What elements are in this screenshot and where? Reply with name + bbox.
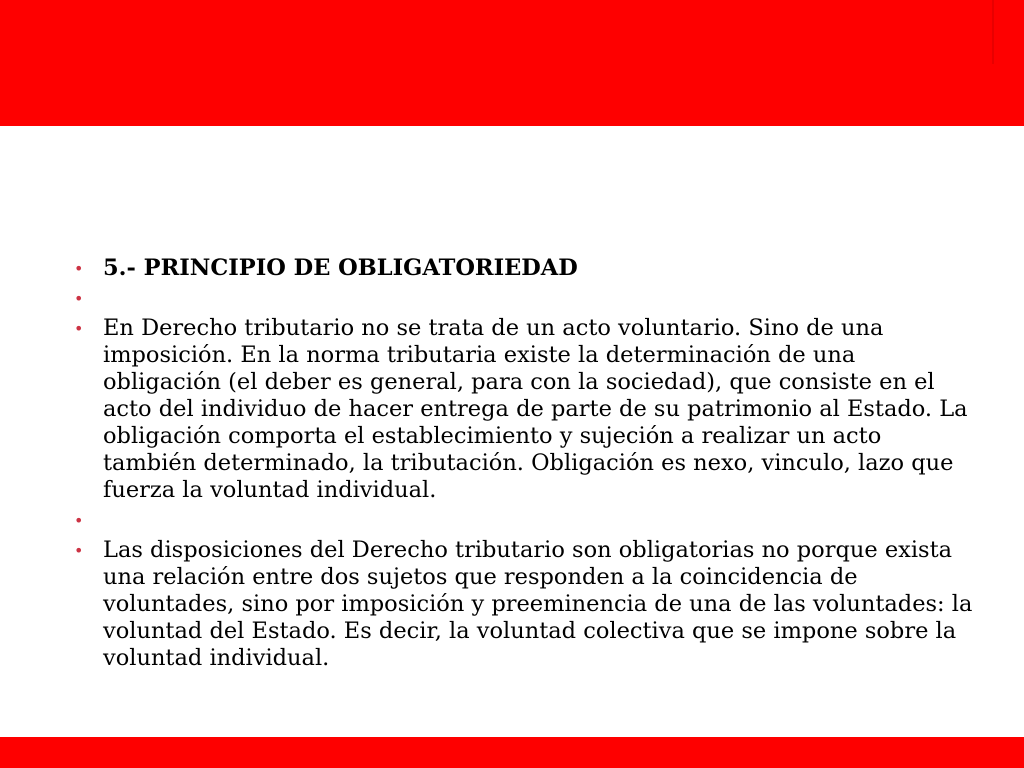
bullet-dot-icon: • — [74, 541, 84, 560]
bullet-item-heading — [74, 255, 974, 282]
bottom-red-band — [0, 737, 1024, 768]
bullet-dot-icon: • — [74, 511, 84, 530]
bullet-item-empty — [74, 507, 974, 534]
top-red-band — [0, 0, 1024, 126]
top-band-divider-line — [992, 0, 994, 64]
bullet-dot-icon: • — [74, 259, 84, 278]
bullet-dot-icon: • — [74, 289, 84, 308]
bullet-text: Las disposiciones del Derecho tributario son obligatorias no porque exista una relación entre dos sujetos que responden a la coincidencia de voluntades, sino por imposición y preeminencia de una de las voluntades: la voluntad del Estado. Es decir, la voluntad colectiva que se impone sobre la voluntad individual. — [103, 537, 973, 671]
bullet-text: En Derecho tributario no se trata de un acto voluntario. Sino de una imposición. En la norma tributaria existe la determinación de una obligación (el deber es general, para con la sociedad), que consiste en el acto del individuo de hacer entrega de parte de su patrimonio al Estado. La obligación comporta el establecimiento y sujeción a realizar un acto también determinado, la tributación. Obligación es nexo, vinculo, lazo que fuerza la voluntad individual. — [103, 315, 968, 503]
bullet-item-paragraph-1 — [74, 315, 974, 504]
bullet-item-paragraph-2 — [74, 537, 974, 672]
bullet-dot-icon: • — [74, 319, 84, 338]
bullet-list — [74, 255, 974, 675]
slide-heading: 5.- PRINCIPIO DE OBLIGATORIEDAD — [103, 255, 578, 281]
bullet-item-empty — [74, 285, 974, 312]
